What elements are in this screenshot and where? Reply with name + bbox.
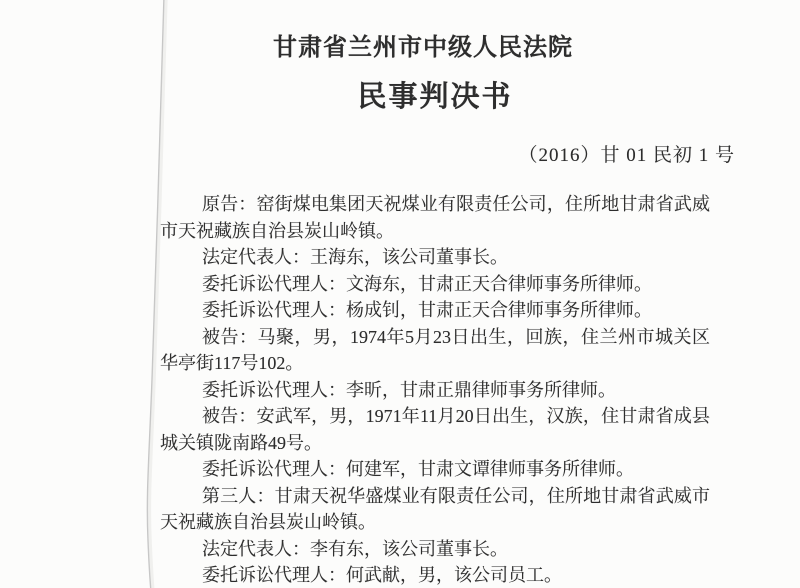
paragraph-agent-li-xin: 委托诉讼代理人：李昕，甘肃正鼎律师事务所律师。 <box>202 379 616 400</box>
paragraph-legal-rep-third-party: 法定代表人：李有东，该公司董事长。 <box>202 538 508 559</box>
paragraph-third-party: 第三人：甘肃天祝华盛煤业有限责任公司，住所地甘肃省武威市天祝藏族自治县炭山岭镇。 <box>160 485 710 532</box>
document-type-title: 民事判决书 <box>357 81 513 113</box>
paragraph-agent-he-wuxian: 委托诉讼代理人：何武献，男，该公司员工。 <box>202 565 562 585</box>
court-name: 甘肃省兰州市中级人民法院 <box>273 35 573 61</box>
paragraph-defendant-an-wujun: 被告：安武军，男，1971年11月20日出生，汉族，住甘肃省成县城关镇陇南路49号。 <box>160 406 710 453</box>
paragraph-legal-rep-plaintiff: 法定代表人：王海东，该公司董事长。 <box>202 247 508 267</box>
paragraph-defendant-ma-ju: 被告：马聚，男，1974年5月23日出生，回族，住兰州市城关区华亭街117号102。 <box>160 326 710 373</box>
paragraph-agent-he-jianjun: 委托诉讼代理人：何建军，甘肃文谭律师事务所律师。 <box>202 459 634 479</box>
case-number: （2016）甘 01 民初 1 号 <box>518 145 735 166</box>
paragraph-agent-yang-chengzhao: 委托诉讼代理人：杨成钊，甘肃正天合律师事务所律师。 <box>202 300 652 320</box>
paragraph-plaintiff: 原告：窑街煤电集团天祝煤业有限责任公司，住所地甘肃省武威市天祝藏族自治县炭山岭镇。 <box>160 194 710 241</box>
judgment-party-section <box>160 191 710 588</box>
paragraph-agent-wen-haidong: 委托诉讼代理人：文海东，甘肃正天合律师事务所律师。 <box>202 273 652 294</box>
